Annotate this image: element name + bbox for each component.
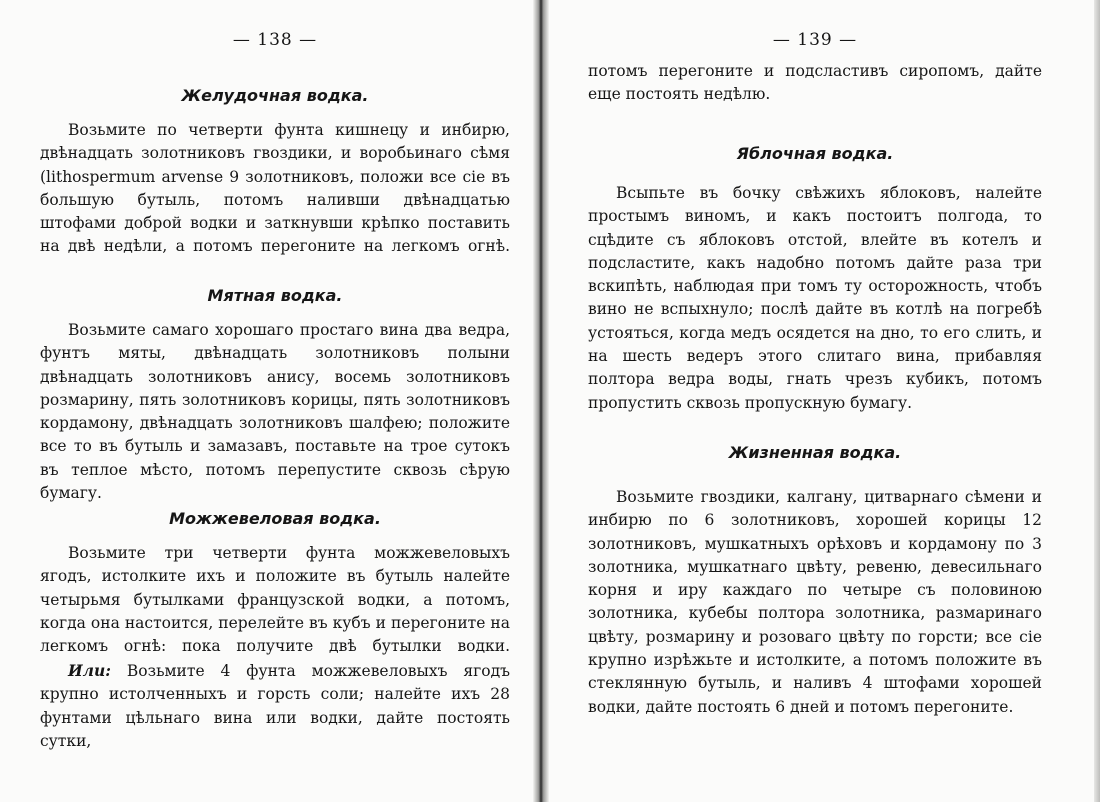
heading-zheludochnaya: Желудочная водка. bbox=[181, 86, 369, 105]
paragraph-zhiznennaya: Возьмите гвоздики, калгану, цитварнаго сѣмени и инбирю по 6 золотниковъ, хорошей корицы 12 золотниковъ, мушкатныхъ орѣховъ и кордамону по 3 золотника, мушкатнаго цвѣту, ревеню, девесильнаго корня и иру каждаго по четыре съ половиною золотника, кубебы полтора золотника, размаринаго цвѣту, розмарину и розоваго цвѣту по горсти; все сіе крупно изрѣжьте и истолките, а потомъ положите въ стеклянную бутыль, и наливъ 4 штофами хорошей водки, дайте постоять 6 дней и потомъ перегоните. bbox=[588, 488, 1042, 716]
heading-mozhzhevelovaya: Можжевеловая водка. bbox=[169, 509, 381, 528]
heading-zhiznennaya: Жизненная водка. bbox=[728, 443, 902, 462]
paragraph-yablochnaya: Всыпьте въ бочку свѣжихъ яблоковъ, налейте простымъ виномъ, и какъ постоитъ полгода, то сцѣдите съ яблоковъ отстой, влейте въ котелъ и подсластите, какъ надобно потомъ дайте раза три вскипѣть, наблюдая при томъ ту осторожность, чтобъ вино не вспыхнуло; послѣ дайте въ котлѣ на погребѣ устояться, когда медъ осядется на дно, то его слить, и на шесть ведеръ этого слитаго вина, прибавляя полтора ведра воды, гнать чрезъ кубикъ, потомъ пропустить сквозь пропускную бумагу. bbox=[588, 184, 1042, 412]
paragraph-myatnaya: Возьмите самаго хорошаго простаго вина два ведра, фунтъ мяты, двѣнадцать золотниковъ полыни двѣнадцать золотниковъ анису, восемь золотниковъ розмарину, пять золотниковъ корицы, пять золотниковъ кордамону, двѣнадцать золотниковъ шалфею; положите все то въ бутыль и замазавъ, поставьте на трое сутокъ въ теплое мѣсто, потомъ перепустите сквозь сѣрую бумагу. bbox=[40, 321, 510, 503]
alt-word-ili: Или: bbox=[68, 661, 111, 680]
left-page bbox=[40, 0, 510, 802]
heading-yablochnaya: Яблочная водка. bbox=[736, 144, 894, 163]
heading-myatnaya: Мятная водка. bbox=[207, 286, 343, 305]
book-gutter bbox=[533, 0, 549, 802]
paragraph-mozhzhevelovaya: Возьмите три четверти фунта можжевеловыхъ ягодъ, истолките ихъ и положите въ бутыль налейте четырьмя бутылками французской водки, а потомъ, когда она настоится, перелейте въ кубъ и перегоните на легкомъ огнѣ: пока получите двѣ бутылки водки. bbox=[40, 544, 510, 656]
right-page bbox=[588, 0, 1042, 802]
left-page-number: — 138 — bbox=[232, 30, 318, 50]
paragraph-zheludochnaya: Возьмите по четверти фунта кишнецу и инбирю, двѣнадцать золотниковъ гвоздики, и воробьинаго сѣмя (lithospermum arvense 9 золотниковъ, положи все сіе въ большую бутыль, потомъ наливши двѣнадцатью штофами доброй водки и заткнувши крѣпко поставить на двѣ недѣли, а потомъ перегоните на легкомъ огнѣ. bbox=[40, 121, 510, 256]
right-page-number: — 139 — bbox=[772, 30, 858, 50]
page-edge bbox=[1094, 0, 1100, 802]
paragraph-mozhzhevelovaya-alt: Или: Возьмите 4 фунта можжевеловыхъ ягодъ крупно истолченныхъ и горсть соли; налейте ихъ 28 фунтами цѣльнаго вина или водки, дайте постоять сутки, bbox=[40, 661, 510, 750]
paragraph-continuation: потомъ перегоните и подсластивъ сиропомъ, дайте еще постоять недѣлю. bbox=[588, 62, 1042, 104]
